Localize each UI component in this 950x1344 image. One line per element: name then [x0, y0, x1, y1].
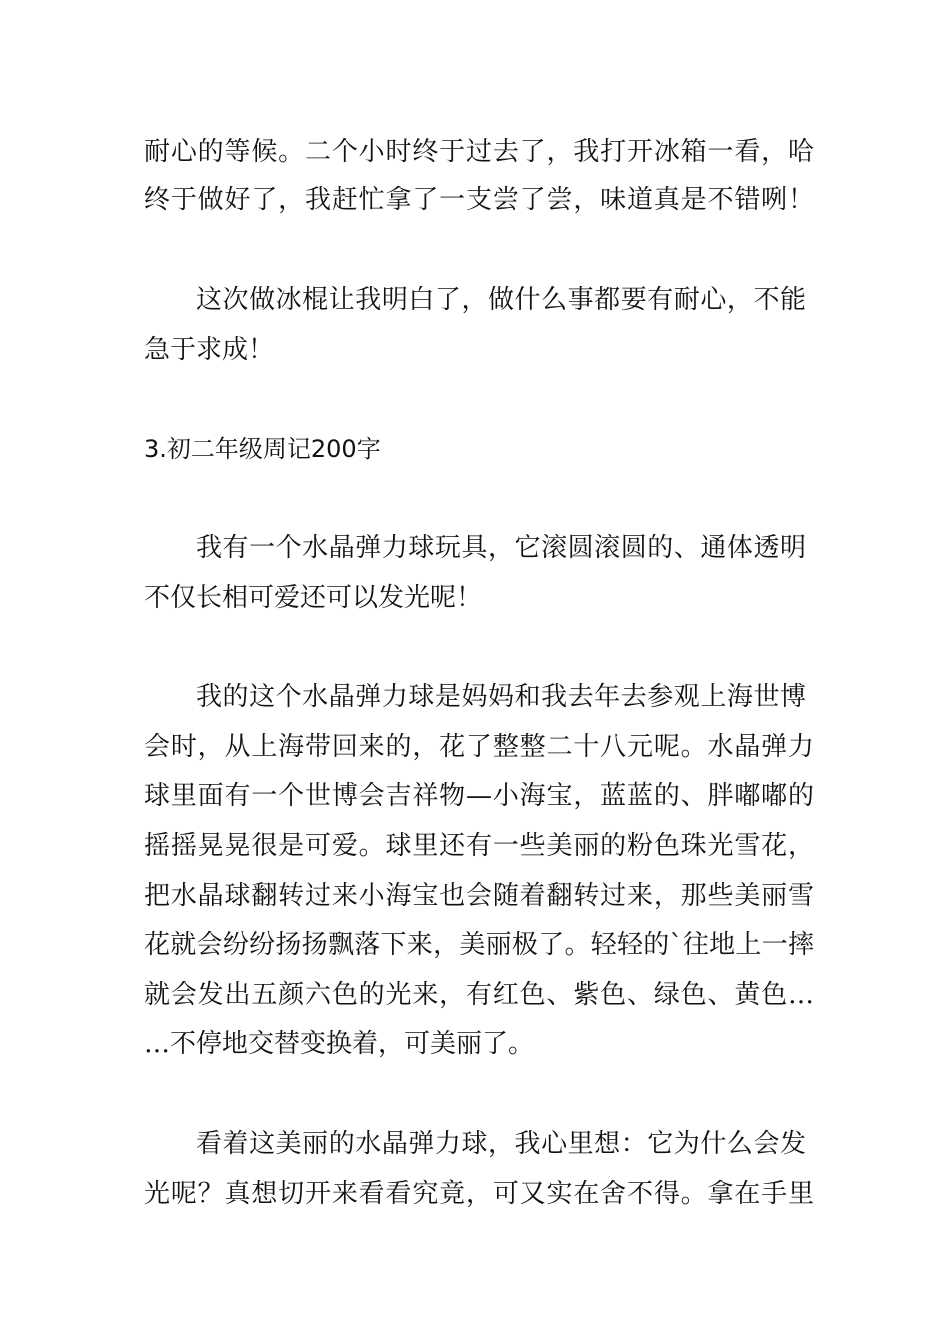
text-line: 我有一个水晶弹力球玩具，它滚圆滚圆的、通体透明 — [196, 533, 806, 563]
text-line: 我的这个水晶弹力球是妈妈和我去年去参观上海世博 — [196, 682, 806, 712]
text-line: 终于做好了，我赶忙拿了一支尝了尝，味道真是不错咧！ — [144, 185, 814, 215]
text-line: 会时，从上海带回来的，花了整整二十八元呢。水晶弹力 — [144, 732, 814, 762]
text-line: 球里面有一个世博会吉祥物—小海宝，蓝蓝的、胖嘟嘟的 — [144, 781, 814, 811]
text-line: 不仅长相可爱还可以发光呢！ — [144, 583, 483, 613]
text-line: 把水晶球翻转过来小海宝也会随着翻转过来，那些美丽雪 — [144, 881, 814, 911]
text-line: 花就会纷纷扬扬飘落下来，美丽极了。轻轻的`往地上一摔 — [144, 930, 814, 960]
text-line: …不停地交替变换着，可美丽了。 — [144, 1029, 535, 1059]
text-line: 摇摇晃晃很是可爱。球里还有一些美丽的粉色珠光雪花， — [144, 831, 814, 861]
text-line: 耐心的等候。二个小时终于过去了，我打开冰箱一看，哈 — [144, 137, 814, 167]
text-line: 光呢？真想切开来看看究竟，可又实在舍不得。拿在手里 — [144, 1179, 814, 1209]
section-heading: 3.初二年级周记200字 — [144, 435, 381, 463]
text-line: 这次做冰棍让我明白了，做什么事都要有耐心，不能 — [196, 285, 806, 315]
text-line: 就会发出五颜六色的光来，有红色、紫色、绿色、黄色… — [144, 980, 814, 1010]
text-line: 看着这美丽的水晶弹力球，我心里想：它为什么会发 — [196, 1129, 806, 1159]
text-line: 急于求成！ — [144, 335, 275, 365]
